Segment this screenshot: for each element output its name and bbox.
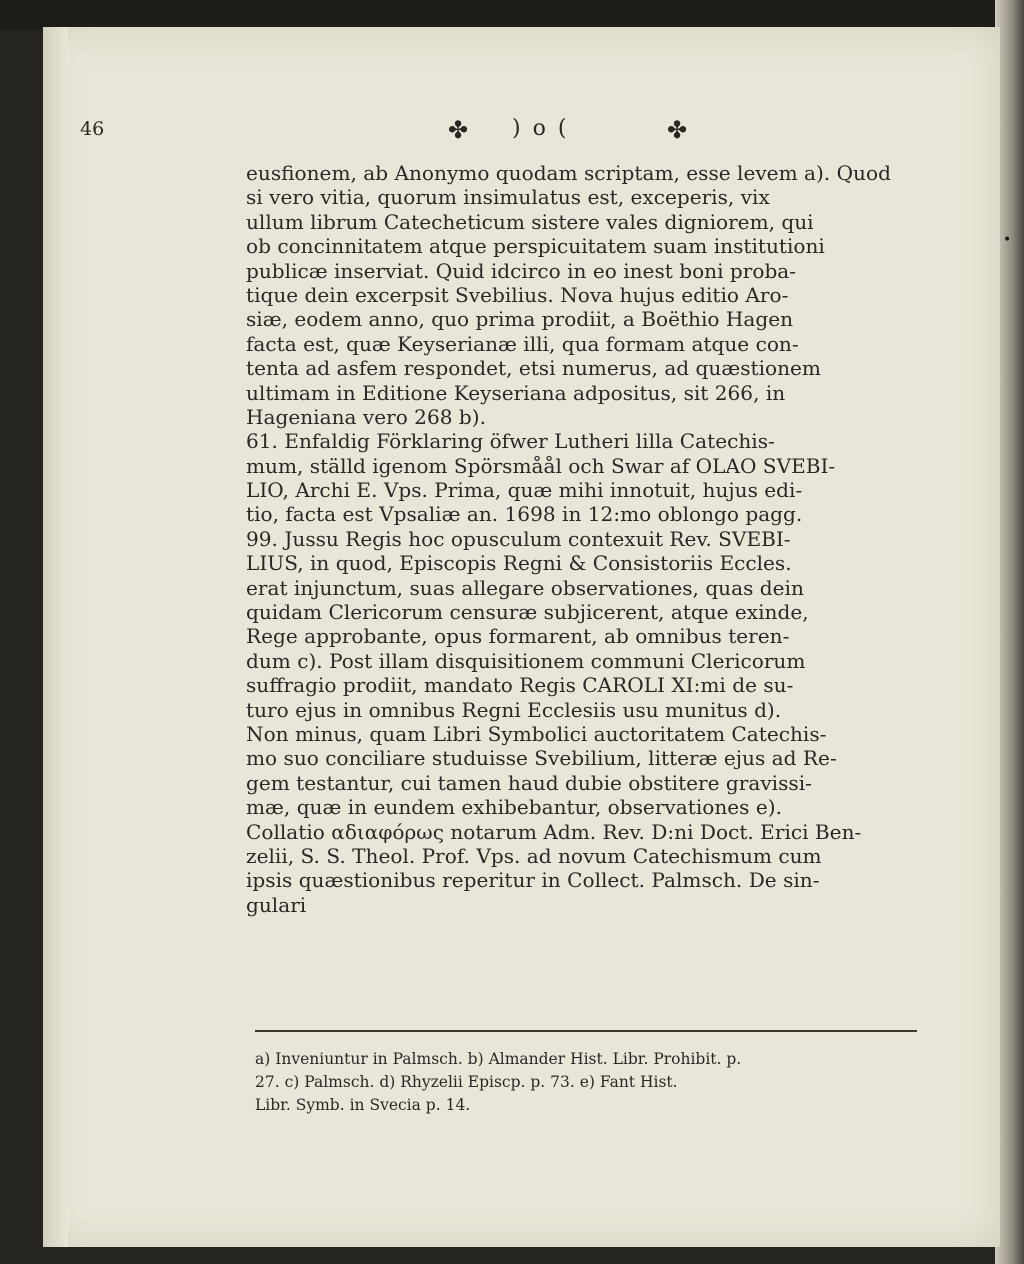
text-line: eusfionem, ab Anonymo quodam scriptam, esse levem a). Quod — [246, 162, 891, 185]
text-line: Rege approbante, opus formarent, ab omnibus teren- — [246, 625, 790, 649]
page-header — [80, 116, 960, 148]
text-line: publicæ inserviat. Quid idcirco in eo inest boni proba- — [246, 259, 797, 283]
footnotes — [255, 1048, 925, 1117]
text-line: 61. Enfaldig Förklaring öfwer Lutheri lilla Catechis- — [246, 430, 775, 454]
text-line: tenta ad asfem respondet, etsi numerus, ad quæstionem — [246, 357, 821, 381]
text-line: tio, facta est Vpsaliæ an. 1698 in 12:mo oblongo pagg. — [246, 503, 803, 527]
text-line: siæ, eodem anno, quo prima prodiit, a Boëthio Hagen — [246, 308, 794, 332]
text-line: ultimam in Editione Keyseriana adpositus, sit 266, in — [246, 381, 786, 405]
text-line: turo ejus in omnibus Regni Ecclesiis usu munitus d). — [246, 698, 782, 722]
text-line: si vero vitia, quorum insimulatus est, exceperis, vix — [246, 186, 770, 210]
text-line: suffragio prodiit, mandato Regis CAROLI XI:mi de su- — [246, 674, 794, 698]
margin-mark: • — [1003, 232, 1012, 248]
text-line: ipsis quæstionibus reperitur in Collect. Palmsch. De sin- — [246, 869, 820, 893]
text-line: gulari — [246, 893, 307, 917]
text-line: Non minus, quam Libri Symbolici auctoritatem Catechis- — [246, 722, 827, 746]
footnote-line: Libr. Symb. in Svecia p. 14. — [255, 1096, 471, 1114]
text-line: LIUS, in quod, Episcopis Regni & Consistoriis Eccles. — [246, 552, 792, 576]
text-line: mæ, quæ in eundem exhibebantur, observationes e). — [246, 796, 782, 820]
footnote-line: 27. c) Palmsch. d) Rhyzelii Episcp. p. 73. e) Fant Hist. — [255, 1073, 678, 1091]
text-line: 99. Jussu Regis hoc opusculum contexuit Rev. SVEBI- — [246, 527, 791, 551]
text-line: mo suo conciliare studuisse Svebilium, litteræ ejus ad Re- — [246, 747, 837, 771]
scan-background-top — [0, 0, 1024, 30]
text-line: LIO, Archi E. Vps. Prima, quæ mihi innotuit, hujus edi- — [246, 479, 803, 503]
text-line: gem testantur, cui tamen haud dubie obstitere gravissi- — [246, 771, 812, 795]
page-number: 46 — [80, 118, 105, 140]
text-line: tique dein excerpsit Svebilius. Nova hujus editio Aro- — [246, 283, 789, 307]
footnote-line: a) Inveniuntur in Palmsch. b) Almander Hist. Libr. Prohibit. p. — [255, 1050, 742, 1068]
fleuron-right-icon: ✤ — [667, 116, 688, 144]
text-line: mum, ställd igenom Spörsmåål och Swar af OLAO SVEBI- — [246, 454, 836, 478]
header-ornament: )o( — [512, 116, 579, 141]
footnote-rule — [255, 1030, 917, 1032]
text-line: ob concinnitatem atque perspicuitatem suam institutioni — [246, 235, 825, 259]
text-line: quidam Clericorum censuræ subjicerent, atque exinde, — [246, 601, 809, 625]
text-line: facta est, quæ Keyserianæ illi, qua formam atque con- — [246, 332, 799, 356]
page-inner-edge — [43, 27, 68, 1247]
text-line: zelii, S. S. Theol. Prof. Vps. ad novum Catechismum cum — [246, 844, 822, 868]
text-line: Collatio αδιαφόρως notarum Adm. Rev. D:ni Doct. Erici Ben- — [246, 820, 862, 844]
text-line: dum c). Post illam disquisitionem communi Clericorum — [246, 649, 806, 673]
body-text — [246, 162, 946, 918]
text-line: ullum librum Catecheticum sistere vales digniorem, qui — [246, 210, 814, 234]
text-line: erat injunctum, suas allegare observationes, quas dein — [246, 576, 804, 600]
text-line: Hageniana vero 268 b). — [246, 405, 486, 429]
fleuron-left-icon: ✤ — [448, 116, 469, 144]
